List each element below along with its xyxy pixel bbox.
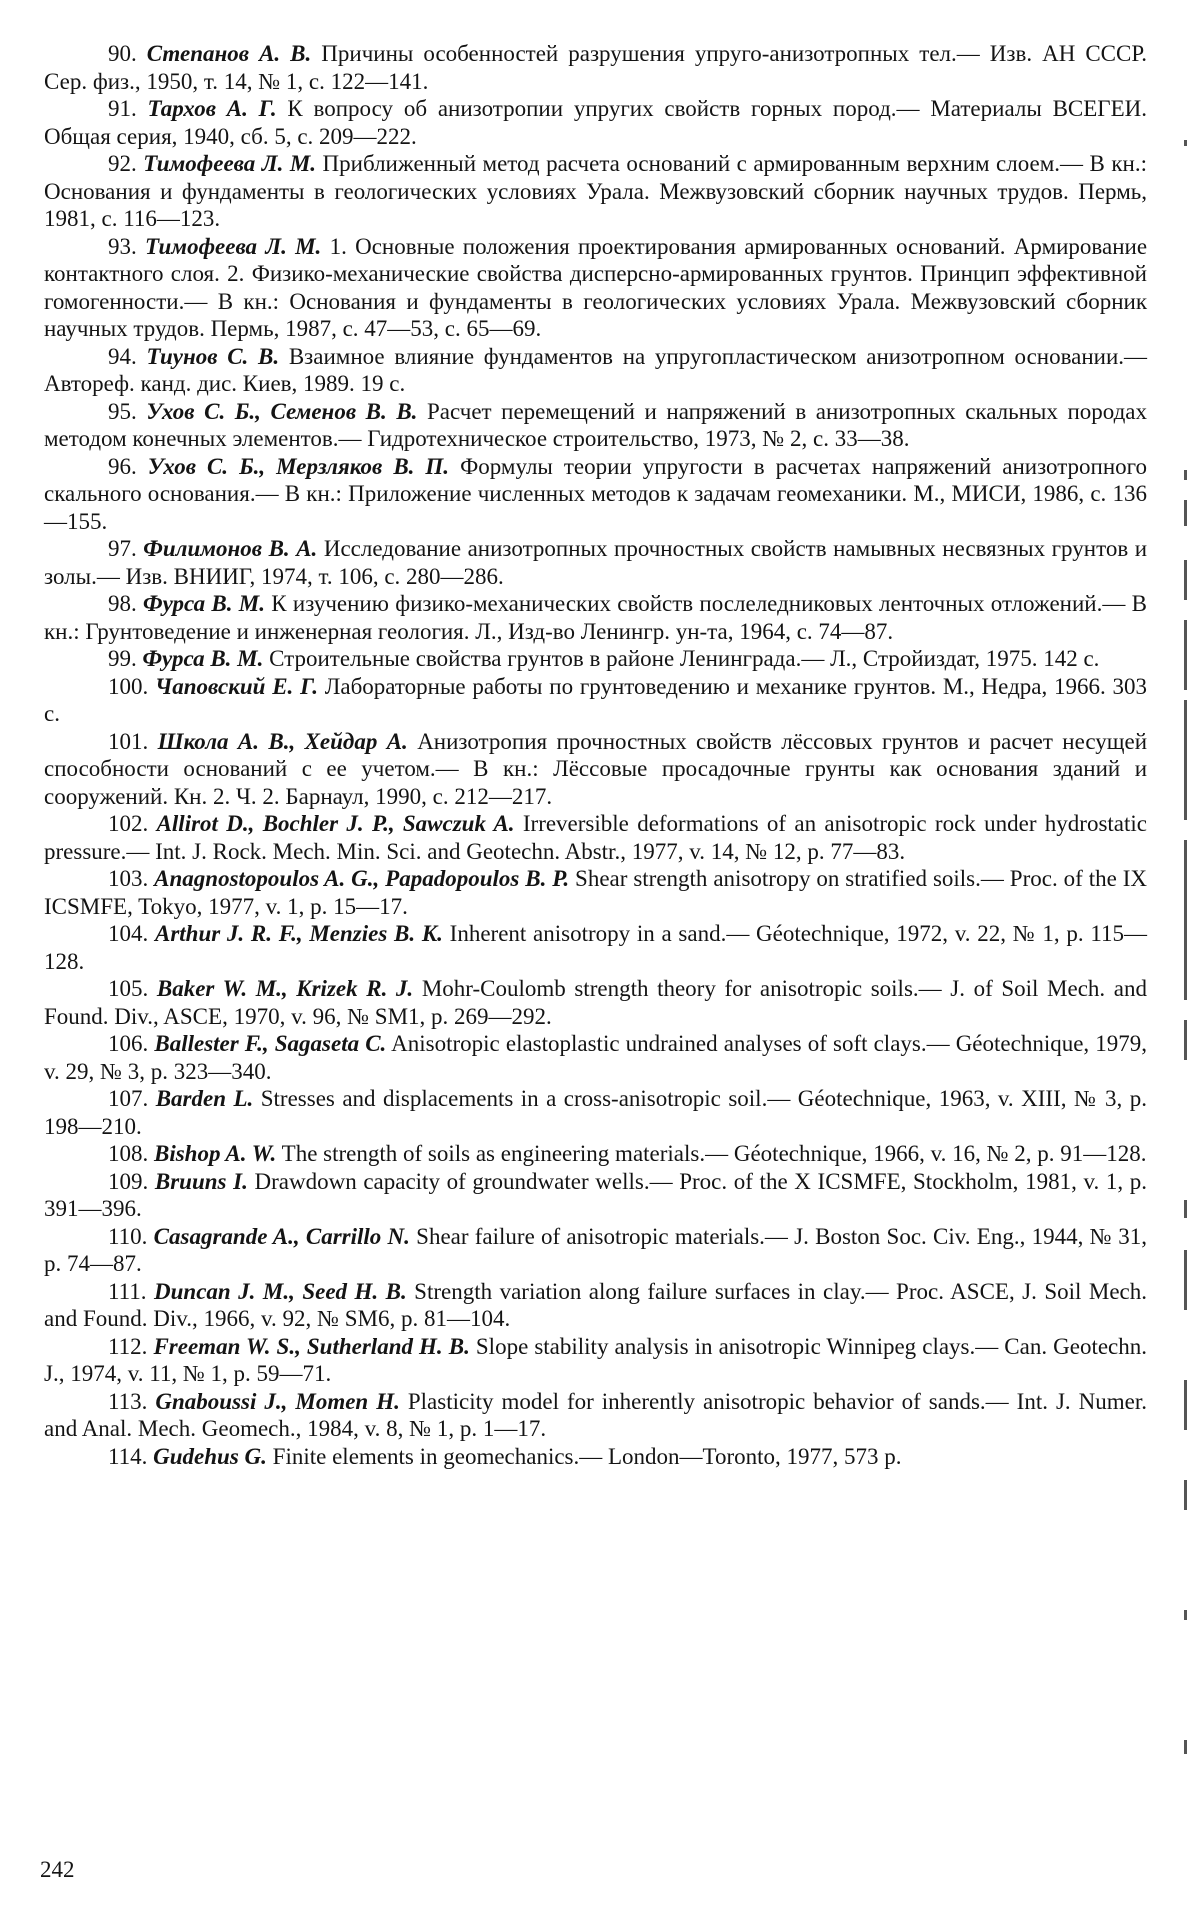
reference-text: Анизотропия прочностных свойств лёссовых грунтов и расчет несущей способности оснований с ее учетом.— В кн.: Лёссовые просадочные грунты как основания зданий и сооружений. Кн. 2. Ч. 2. Барнаул, 1990, с. 212—217. [44, 728, 1147, 809]
reference-entry [44, 1333, 1147, 1388]
reference-entry [44, 728, 1147, 811]
reference-text: Drawdown capacity of groundwater wells.— Proc. of the X ICSMFE, Stockholm, 1981, v. 1, p. 391—396. [44, 1168, 1147, 1221]
reference-text: Причины особенностей разрушения упруго-анизотропных тел.— Изв. АН СССР. Сер. физ., 1950, т. 14, № 1, с. 122—141. [44, 41, 1148, 94]
reference-entry [44, 810, 1147, 865]
reference-authors: Barden L. [155, 1086, 254, 1111]
reference-entry [44, 1168, 1147, 1223]
reference-number: 98. [108, 591, 137, 616]
reference-entry [44, 1085, 1147, 1140]
reference-number: 103. [108, 866, 149, 891]
reference-number: 101. [108, 728, 149, 754]
reference-text: Формулы теории упругости в расчетах напряжений анизотропного скального основания.— В кн.: Приложение численных методов к задачам геомеханики. М., МИСИ, 1986, с. 136—155. [44, 453, 1148, 534]
reference-text: Anisotropic elastoplastic undrained analyses of soft clays.— Géotechnique, 1979, v. 29, № 3, p. 323—340. [44, 1031, 1148, 1084]
reference-authors: Тархов А. Г. [147, 96, 277, 121]
reference-text: The strength of soils as engineering materials.— Géotechnique, 1966, v. 16, № 2, p. 91—128. [281, 1141, 1147, 1166]
reference-entry [44, 233, 1147, 343]
reference-authors: Ballester F., Sagaseta C. [154, 1031, 387, 1056]
reference-authors: Allirot D., Bochler J. P., Sawczuk A. [156, 811, 515, 836]
reference-number: 104. [108, 921, 149, 946]
reference-number: 106. [108, 1031, 149, 1056]
page-number: 242 [40, 1857, 75, 1882]
reference-entry [44, 1388, 1147, 1443]
reference-authors: Фурса В. М. [142, 646, 264, 671]
reference-text: Shear strength anisotropy on stratified soils.— Proc. of the IX ICSMFE, Tokyo, 1977, v. 1, p. 15—17. [44, 866, 1147, 919]
reference-text: К изучению физико-механических свойств послеледниковых ленточных отложений.— В кн.: Грунтоведение и инженерная геология. Л., Изд-во Ленингр. ун-та, 1964, с. 74—87. [44, 591, 1147, 644]
reference-entry [44, 535, 1147, 590]
reference-authors: Freeman W. S., Sutherland H. B. [153, 1333, 470, 1359]
reference-authors: Филимонов В. А. [143, 536, 318, 561]
reference-text: Finite elements in geomechanics.— London—Toronto, 1977, 573 p. [272, 1443, 902, 1469]
reference-text: Stresses and displacements in a cross-anisotropic soil.— Géotechnique, 1963, v. XIII, № 3, p. 198—210. [44, 1086, 1148, 1139]
reference-text: Plasticity model for inherently anisotropic behavior of sands.— Int. J. Numer. and Anal. Mech. Geomech., 1984, v. 8, № 1, p. 1—17. [44, 1388, 1148, 1441]
reference-text: Приближенный метод расчета оснований с армированным верхним слоем.— В кн.: Основания и фундаменты в геологических условиях Урала. Межвузовский сборник научных трудов. Пермь, 1981, с. 116—123. [44, 151, 1147, 231]
reference-entry [44, 150, 1147, 233]
reference-text: Irreversible deformations of an anisotropic rock under hydrostatic pressure.— Int. J. Rock. Mech. Min. Sci. and Geotechn. Abstr., 1977, v. 14, № 12, p. 77—83. [44, 811, 1147, 864]
reference-number: 102. [108, 811, 149, 836]
reference-text: Shear failure of anisotropic materials.— J. Boston Soc. Civ. Eng., 1944, № 31, p. 74—87. [44, 1223, 1147, 1276]
reference-text: Inherent anisotropy in a sand.— Géotechnique, 1972, v. 22, № 1, p. 115—128. [44, 921, 1147, 974]
reference-entry [44, 645, 1147, 673]
reference-authors: Arthur J. R. F., Menzies B. K. [154, 921, 443, 946]
reference-authors: Ухов С. Б., Семенов В. В. [146, 398, 418, 424]
reference-authors: Тимофеева Л. М. [143, 151, 317, 176]
reference-number: 95. [108, 398, 137, 424]
reference-authors: Casagrande A., Carrillo N. [153, 1223, 410, 1249]
reference-text: Strength variation along failure surfaces in clay.— Proc. ASCE, J. Soil Mech. and Found. Div., 1966, v. 92, № SM6, p. 81—104. [44, 1278, 1147, 1331]
reference-authors: Фурса В. М. [143, 591, 265, 616]
reference-number: 111. [108, 1278, 147, 1304]
reference-number: 100. [108, 673, 149, 699]
reference-text: Mohr-Coulomb strength theory for anisotropic soils.— J. of Soil Mech. and Found. Div., ASCE, 1970, v. 96, № SM1, p. 269—292. [44, 976, 1147, 1029]
reference-text: Взаимное влияние фундаментов на упругопластическом анизотропном основании.— Автореф. канд. дис. Киев, 1989. 19 с. [44, 343, 1148, 396]
reference-authors: Gnaboussi J., Momen H. [155, 1388, 400, 1414]
reference-entry [44, 975, 1147, 1030]
reference-number: 109. [108, 1168, 149, 1194]
reference-text: Лабораторные работы по грунтоведению и механике грунтов. М., Недра, 1966. 303 с. [44, 673, 1148, 726]
reference-entry [44, 1030, 1147, 1085]
reference-entry [44, 920, 1147, 975]
reference-entry [44, 590, 1147, 645]
reference-text: 1. Основные положения проектирования армированных оснований. Армирование контактного слоя. 2. Физико-механические свойства дисперсно-армированных грунтов. Принцип эффективной гомогенности.— В кн.: Основания и фундаменты в геологических условиях Урала. Межвузовский сборник научных трудов. Пермь, 1987, с. 47—53, с. 65—69. [44, 233, 1148, 341]
reference-authors: Baker W. M., Krizek R. J. [156, 976, 414, 1001]
reference-entry [44, 1140, 1147, 1168]
reference-authors: Bruuns I. [154, 1168, 248, 1194]
reference-entry [44, 343, 1147, 398]
reference-authors: Чаповский Е. Г. [155, 673, 318, 699]
reference-text: Slope stability analysis in anisotropic Winnipeg clays.— Can. Geotechn. J., 1974, v. 11, № 1, p. 59—71. [44, 1333, 1148, 1386]
reference-text: Исследование анизотропных прочностных свойств намывных несвязных грунтов и золы.— Изв. ВНИИГ, 1974, т. 106, с. 280—286. [44, 536, 1148, 589]
reference-text: Расчет перемещений и напряжений в анизотропных скальных породах методом конечных элементов.— Гидротехническое строительство, 1973, № 2, с. 33—38. [44, 398, 1148, 451]
reference-authors: Степанов А. В. [146, 41, 312, 66]
reference-entry [44, 1278, 1147, 1333]
reference-number: 97. [108, 536, 137, 561]
reference-number: 92. [108, 151, 137, 176]
reference-authors: Gudehus G. [153, 1443, 267, 1469]
reference-entry [44, 398, 1147, 453]
reference-authors: Duncan J. M., Seed H. B. [154, 1278, 407, 1304]
reference-number: 91. [108, 96, 137, 121]
reference-authors: Школа А. В., Хейдар А. [157, 728, 408, 754]
reference-number: 107. [108, 1086, 149, 1111]
reference-entry [44, 95, 1147, 150]
reference-number: 114. [108, 1443, 148, 1469]
reference-authors: Тиунов С. В. [146, 343, 280, 369]
reference-number: 112. [108, 1333, 148, 1359]
reference-authors: Bishop A. W. [154, 1141, 277, 1166]
reference-number: 105. [108, 976, 149, 1001]
reference-number: 90. [108, 41, 137, 66]
reference-entry [44, 453, 1147, 536]
reference-entry [44, 40, 1147, 95]
reference-text: К вопросу об анизотропии упругих свойств горных пород.— Материалы ВСЕГЕИ. Общая серия, 1940, сб. 5, с. 209—222. [44, 96, 1148, 149]
reference-number: 113. [108, 1388, 148, 1414]
reference-entry [44, 673, 1147, 728]
scan-margin-artifacts [1180, 140, 1194, 1840]
reference-entry [44, 1223, 1147, 1278]
reference-entry [44, 865, 1147, 920]
reference-number: 99. [108, 646, 137, 671]
reference-number: 96. [108, 453, 137, 479]
reference-number: 93. [108, 233, 137, 259]
reference-authors: Ухов С. Б., Мерзляков В. П. [147, 453, 450, 479]
reference-number: 94. [108, 343, 137, 369]
reference-authors: Anagnostopoulos A. G., Papadopoulos B. P. [154, 866, 570, 891]
reference-entry [44, 1443, 1147, 1471]
reference-authors: Тимофеева Л. М. [145, 233, 322, 259]
reference-text: Строительные свойства грунтов в районе Ленинграда.— Л., Стройиздат, 1975. 142 с. [269, 646, 1100, 671]
reference-number: 110. [108, 1223, 148, 1249]
reference-number: 108. [108, 1141, 149, 1166]
reference-list [44, 40, 1147, 1470]
